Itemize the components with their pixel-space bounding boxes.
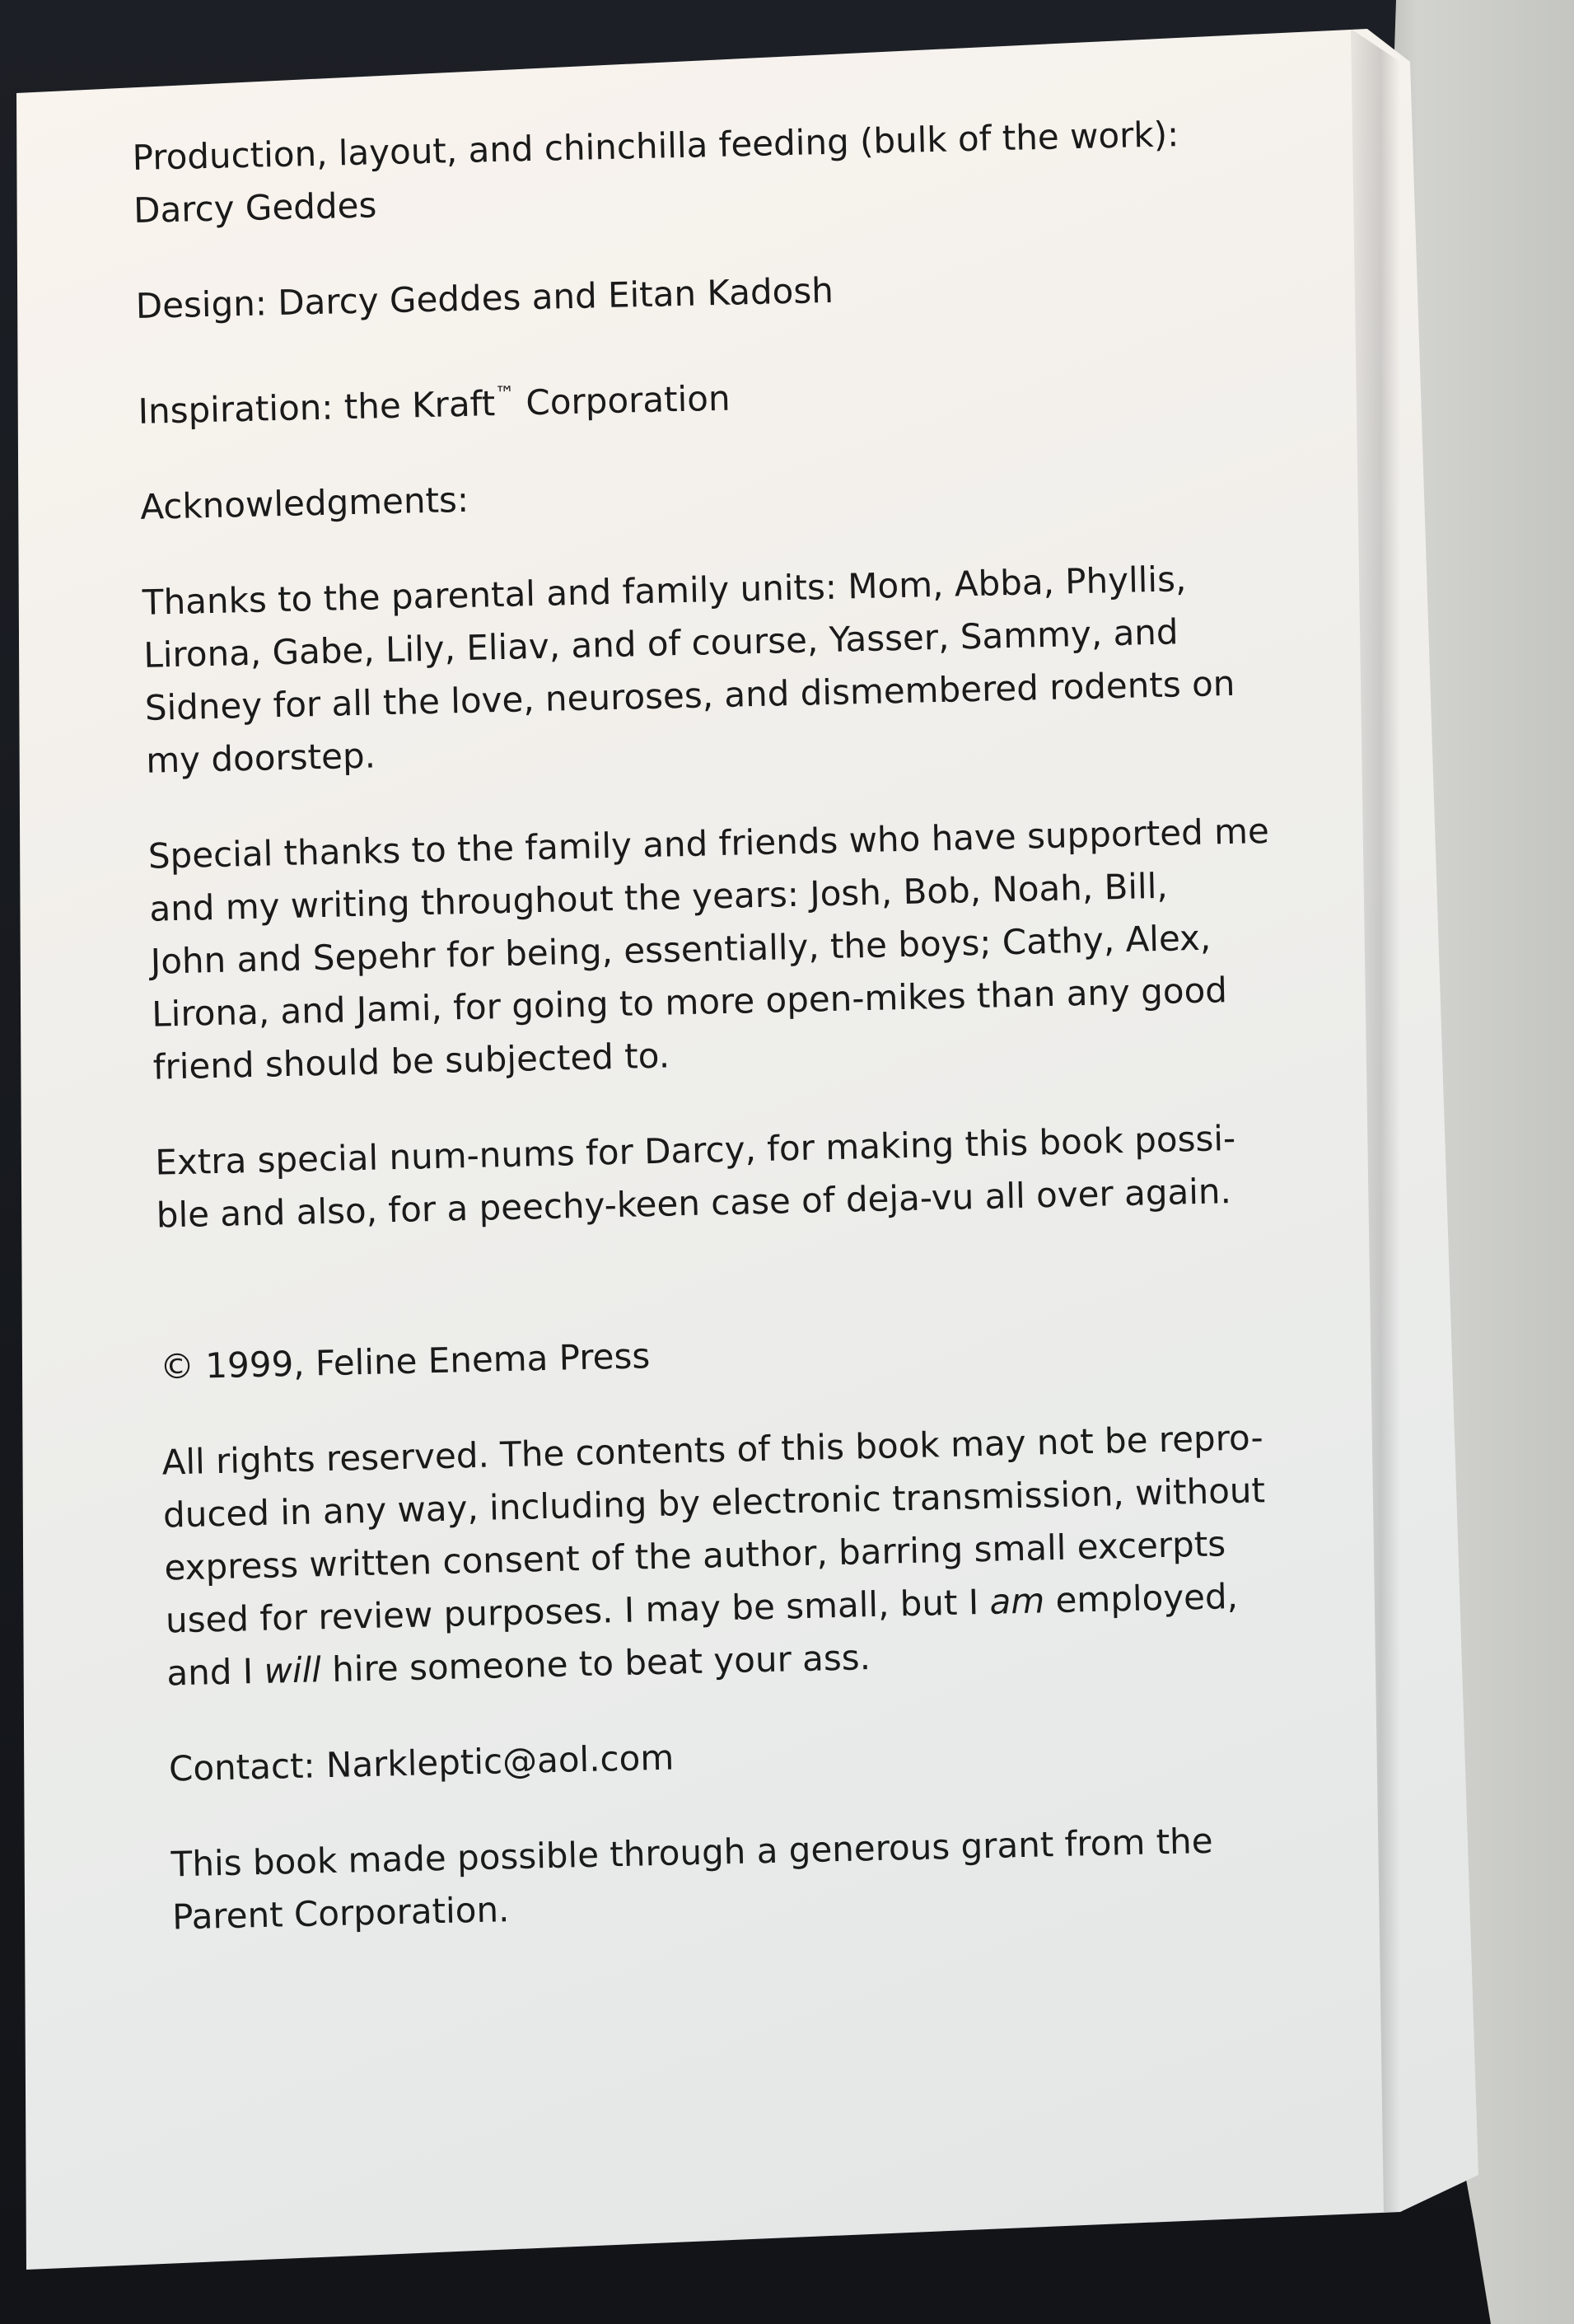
inspiration-credit — [138, 349, 1308, 438]
production-name: Darcy Geddes — [133, 185, 377, 231]
copyright-notice — [159, 1314, 1329, 1393]
darcy-thanks-paragraph — [155, 1110, 1327, 1241]
friends-line: Lirona, and Jami, for going to more open-mikes than any good — [151, 970, 1228, 1035]
rights-line: All rights reserved. The contents of this book may not be repro- — [161, 1417, 1264, 1483]
design-credit — [135, 254, 1305, 333]
rights-line4-start: used for review purposes. I may be small, but I — [165, 1581, 991, 1641]
grant-line: Parent Corporation. — [171, 1889, 510, 1938]
friends-line: Special thanks to the family and friends who have supported me — [147, 810, 1270, 877]
inspiration-suffix: Corporation — [514, 377, 731, 423]
acknowledgments-heading — [140, 455, 1310, 534]
trademark-symbol: ™ — [494, 381, 516, 406]
friends-line: friend should be subjected to. — [152, 1035, 670, 1087]
rights-paragraph — [161, 1410, 1337, 1700]
family-line: Thanks to the parental and family units: Mom, Abba, Phyllis, — [142, 559, 1187, 623]
copyright-line: © 1999, Feline Enema Press — [159, 1335, 651, 1387]
darcy-line: Extra special num-nums for Darcy, for making this book possi- — [154, 1117, 1236, 1183]
acknowledgments-title: Acknowledgments: — [139, 479, 469, 527]
family-thanks-paragraph — [142, 550, 1315, 788]
rights-line5-start: and I — [166, 1650, 265, 1694]
emphasis-will: will — [263, 1649, 322, 1691]
contact-paragraph — [168, 1716, 1338, 1795]
rights-line4-end: employed, — [1044, 1575, 1239, 1621]
friends-line: John and Sepehr for being, essentially, the boys; Cathy, Alex, — [150, 917, 1212, 982]
rights-line: duced in any way, including by electronic transmission, without — [162, 1470, 1266, 1536]
family-line: Sidney for all the love, neuroses, and dismembered rodents on — [144, 662, 1235, 728]
grant-paragraph — [170, 1812, 1343, 1943]
friends-line: and my writing throughout the years: Josh, Bob, Noah, Bill, — [148, 865, 1169, 929]
inspiration-prefix: Inspiration: the Kraft — [138, 383, 496, 432]
grant-line: This book made possible through a generous grant from the — [170, 1820, 1214, 1885]
contact-line: Contact: Narkleptic@aol.com — [168, 1737, 675, 1789]
rights-line: express written consent of the author, barring small excerpts — [163, 1523, 1226, 1588]
rights-line5-end: hire someone to beat your ass. — [320, 1637, 871, 1690]
design-line: Design: Darcy Geddes and Eitan Kadosh — [135, 269, 834, 326]
production-label: Production, layout, and chinchilla feeding (bulk of the work): — [132, 114, 1179, 178]
family-line: my doorstep. — [145, 735, 376, 781]
family-line: Lirona, Gabe, Lily, Eliav, and of course, Yasser, Sammy, and — [142, 611, 1179, 676]
page-text — [132, 105, 1343, 1987]
emphasis-am: am — [988, 1580, 1045, 1622]
inspiration-line — [138, 349, 1308, 438]
friends-thanks-paragraph — [147, 804, 1323, 1094]
darcy-line: ble and also, for a peechy-keen case of deja-vu all over again. — [156, 1171, 1232, 1236]
